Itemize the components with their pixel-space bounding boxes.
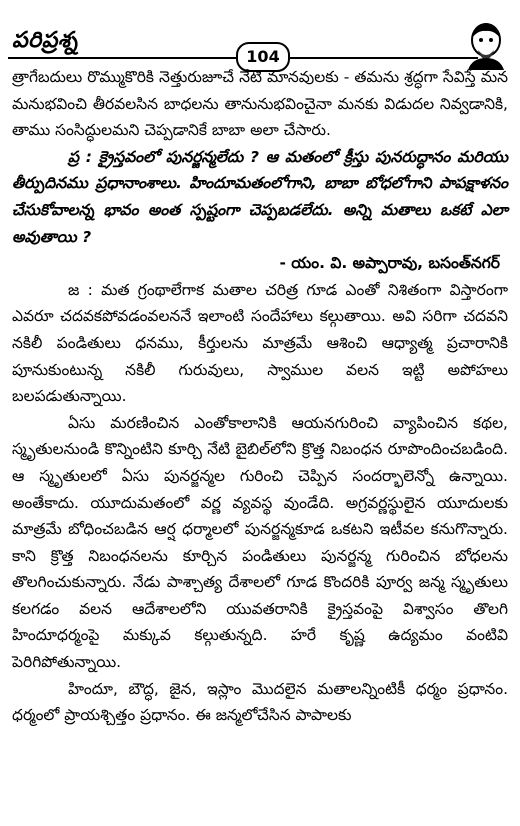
page-header (0, 0, 520, 66)
question-paragraph: ప్ర : క్రైస్తవంలో పునర్జన్మలేదు ? ఆ మతంలో క్రీస్తు పునరుద్ధానం మరియు తీర్పుదినము ప్రధానాంశాలు. హిందూమతంలోగాని, బాబా బోధలోగాని పాపక్షాళనం చేసుకోవాలన్న భావం అంత స్పష్టంగా చెప్పబడలేదు. అన్ని మతాలు ఒకటే ఎలా అవుతాయి ? (12, 147, 508, 246)
book-title: పరిప్రశ్న (12, 28, 78, 53)
paragraph-3: ఏసు మరణించిన ఎంతోకాలానికి ఆయనగురించి వ్యాపించిన కథల, స్మృతులనుండి కొన్నింటిని కూర్చి నేటి బైబిల్‌లోని క్రొత్త నిబంధన రూపొందించబడింది. ఆ స్మృతులలో ఏసు పునర్జన్మల గురించి చెప్పిన సందర్భాలెన్నో ఉన్నాయి. అంతేకాదు. యూదుమతంలో వర్ణ వ్యవస్థ వుండేది. అగ్రవర్ణస్థులైన యూదులకు మాత్రమే బోధించబడిన ఆర్ష ధర్మాలలో పునర్జన్మకూడ ఒకటని ఇటీవల కనుగొన్నారు. కాని క్రొత్త నిబంధనలను కూర్చిన పండితులు పునర్జన్మ గురించిన బోధలను తొలగించుకున్నారు. నేడు పాశ్చాత్య దేశాలలో గూడ కొందరికి పూర్వ జన్మ స్మృతులు కలగడం వలన ఆదేశాలలోని యువతరానికి క్రైస్తవంపై విశ్వాసం తొలగి హిందూధర్మంపై మక్కువ కల్గుతున్నది. హరే కృష్ణ ఉద్యమం వంటివి పెరిగిపోతున్నాయి. (12, 413, 508, 672)
page-number: 104 (236, 42, 290, 72)
portrait-icon (464, 20, 508, 70)
answer-paragraph: జ : మత గ్రంథాలేగాక మతాల చరిత్ర గూడ ఎంతో నిశితంగా విస్తారంగా ఎవరూ చదవకపోవడంవలననే ఇలాంటి సందేహాలు కల్గుతాయి. అవి సరిగా చదవని నకిలీ పండితులు ధనము, కీర్తులను మాత్రమే ఆశించి ఆధ్యాత్మ ప్రచారానికి పూనుకుంటున్న నకిలీ గురువులు, స్వాముల వలన ఇట్టి అపోహలు బలపడుతున్నాయి. (12, 280, 508, 406)
paragraph-1: త్రాగేబదులు రొమ్ముకొరికి నెత్తురుజూచే నేటి మానవులకు - తమను శ్రద్ధగా సేవిస్తే మన మనుభవించి తీరవలసిన బాధలను తానునుభవించైనా మనకు విడుదల నివ్వడానికి, తాము సంసిద్ధులమని చెప్పడానికే బాబా అలా చేసారు. (12, 68, 508, 140)
paragraph-4: హిందూ, బౌద్ధ, జైన, ఇస్లాం మొదలైన మతాలన్నింటికీ ధర్మం ప్రధానం. ధర్మంలో ప్రాయశ్చిత్తం ప్రధానం. ఈ జన్మలోచేసిన పాపాలకు (12, 679, 508, 725)
page-content (12, 64, 508, 729)
question-signature: - యం. వి. అప్పారావు, బసంత్‌నగర్ (279, 254, 500, 273)
